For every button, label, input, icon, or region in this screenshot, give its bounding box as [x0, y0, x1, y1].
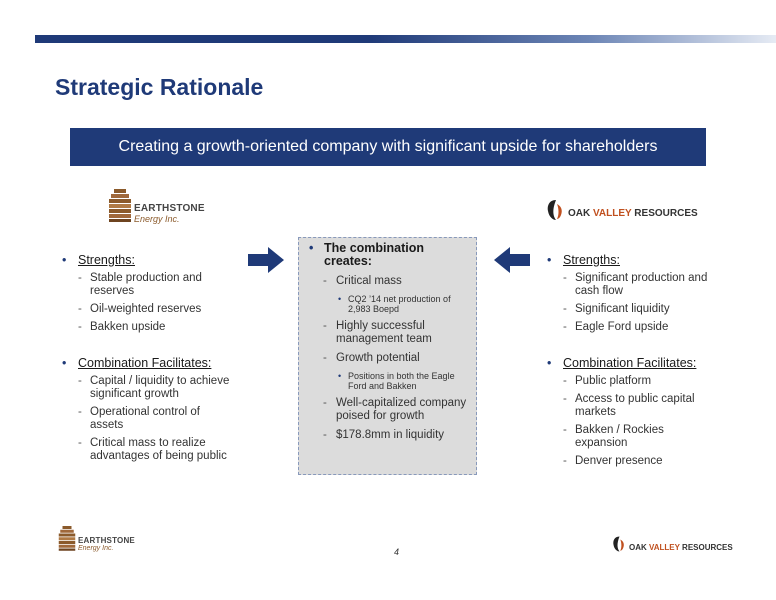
oak-valley-name-accent: VALLEY [593, 208, 632, 219]
list-item-text: Growth potential [336, 352, 420, 364]
page-number: 4 [394, 547, 400, 557]
list-item: - Denver presence [547, 455, 717, 468]
footer-earthstone-subname: Energy Inc. [78, 545, 114, 552]
right-facilitates-label: Combination Facilitates: [563, 356, 697, 370]
list-item: - Critical mass to realize advantages of being public [62, 437, 232, 463]
oak-valley-logo-icon [546, 198, 566, 222]
list-item-text: Critical mass [336, 275, 402, 287]
earthstone-column [62, 254, 232, 468]
combination-heading-text: The combination creates: [324, 241, 424, 268]
sub-list [336, 371, 468, 391]
right-facilitates-heading [547, 357, 717, 370]
oak-valley-column [547, 254, 717, 473]
sub-list-item: • Positions in both the Eagle Ford and Bakken [336, 371, 468, 391]
left-strengths-heading [62, 254, 232, 267]
oak-valley-name [568, 208, 698, 219]
footer-oak-valley-name-part2: RESOURCES [679, 543, 733, 552]
list-item: - Bakken upside [62, 321, 232, 334]
bullet-icon: • [62, 356, 67, 370]
list-item: - Bakken / Rockies expansion [547, 424, 717, 450]
combination-box [298, 237, 477, 475]
list-item [307, 275, 468, 314]
page-title: Strategic Rationale [55, 74, 264, 100]
oak-valley-logo [546, 198, 696, 226]
footer-earthstone-name: EARTHSTONE [78, 536, 135, 545]
sub-list [336, 294, 468, 314]
arrow-left-icon [494, 247, 530, 273]
footer-oak-valley-logo [612, 535, 732, 557]
combination-list [307, 275, 468, 442]
top-accent-bar [35, 35, 776, 43]
left-strengths-label: Strengths: [78, 253, 135, 267]
combination-heading [307, 242, 468, 268]
right-strengths-heading [547, 254, 717, 267]
list-item: - Capital / liquidity to achieve significant growth [62, 375, 232, 401]
oak-valley-name-part1: OAK [568, 208, 593, 219]
bullet-icon: • [547, 253, 552, 267]
right-strengths-list [547, 272, 717, 334]
list-item: - Significant liquidity [547, 303, 717, 316]
list-item: - Significant production and cash flow [547, 272, 717, 298]
sub-list-item: • CQ2 ’14 net production of 2,983 Boepd [336, 294, 468, 314]
list-item: - Well-capitalized company poised for growth [307, 397, 468, 423]
left-strengths-list [62, 272, 232, 334]
earthstone-name: EARTHSTONE [134, 203, 205, 214]
footer-oak-valley-name-accent: VALLEY [649, 543, 680, 552]
list-item: - Operational control of assets [62, 406, 232, 432]
banner [70, 128, 706, 166]
bullet-icon: • [309, 241, 314, 255]
footer-oak-valley-name [629, 543, 733, 552]
oak-valley-logo-icon [612, 535, 627, 553]
left-facilitates-label: Combination Facilitates: [78, 356, 212, 370]
left-facilitates-heading [62, 357, 232, 370]
left-facilitates-list [62, 375, 232, 463]
bullet-icon: • [62, 253, 67, 267]
list-item: - Oil-weighted reserves [62, 303, 232, 316]
list-item: - Access to public capital markets [547, 393, 717, 419]
right-strengths-label: Strengths: [563, 253, 620, 267]
list-item: - Stable production and reserves [62, 272, 232, 298]
earthstone-logo-icon [58, 524, 76, 552]
earthstone-logo [108, 187, 208, 225]
arrow-right-icon [248, 247, 284, 273]
bullet-icon: • [547, 356, 552, 370]
oak-valley-name-part2: RESOURCES [631, 208, 698, 219]
list-item: - Highly successful management team [307, 320, 468, 346]
footer-earthstone-logo [58, 524, 138, 554]
earthstone-subname: Energy Inc. [134, 214, 180, 224]
list-item [307, 352, 468, 391]
banner-text: Creating a growth-oriented company with significant upside for shareholders [118, 138, 658, 155]
earthstone-logo-icon [108, 187, 132, 223]
footer-oak-valley-name-part1: OAK [629, 543, 649, 552]
list-item: - Eagle Ford upside [547, 321, 717, 334]
list-item: - $178.8mm in liquidity [307, 429, 468, 442]
right-facilitates-list [547, 375, 717, 468]
list-item: - Public platform [547, 375, 717, 388]
